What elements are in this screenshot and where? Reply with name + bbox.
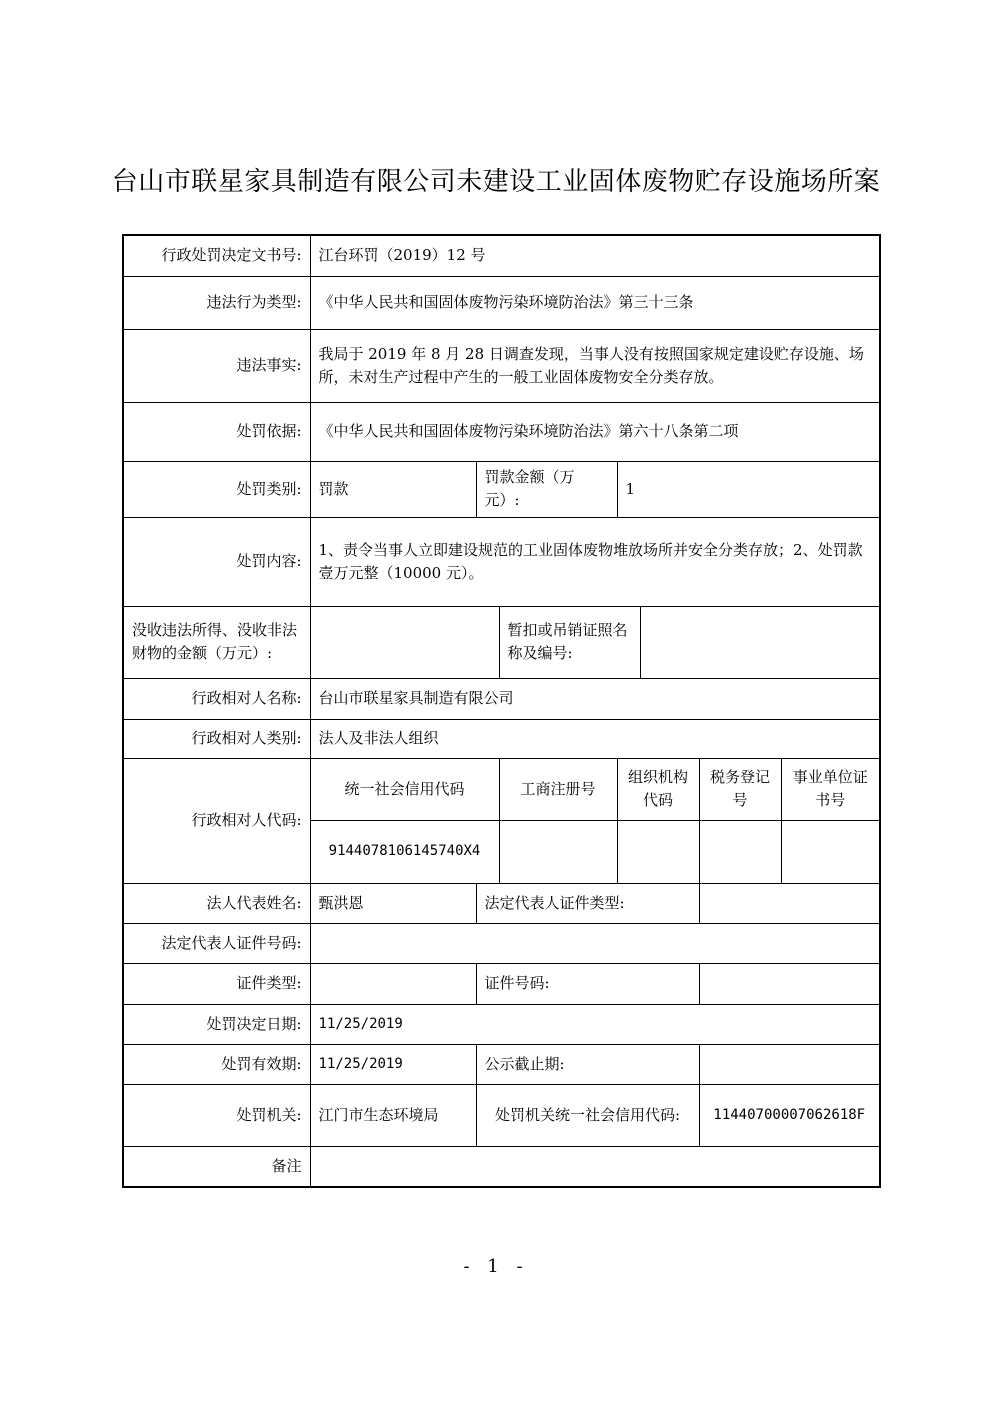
facts-value: 我局于 2019 年 8 月 28 日调查发现，当事人没有按照国家规定建设贮存设施、场所，未对生产过程中产生的一般工业固体废物安全分类存放。 [310, 329, 880, 402]
row-party-name [123, 678, 880, 719]
valid-date-label: 处罚有效期: [123, 1044, 310, 1084]
legal-rep-id-type-label: 法定代表人证件类型: [476, 883, 699, 923]
code-header-tax: 税务登记号 [699, 758, 781, 820]
authority-value: 江门市生态环境局 [310, 1084, 476, 1146]
row-basis [123, 402, 880, 461]
code-value-tax [699, 820, 781, 883]
legal-rep-id-label: 法定代表人证件号码: [123, 923, 310, 963]
code-header-organization: 组织机构代码 [617, 758, 699, 820]
row-authority [123, 1084, 880, 1146]
confiscation-value [310, 606, 499, 678]
doc-no-value: 江台环罚（2019）12 号 [310, 235, 880, 276]
row-cert [123, 963, 880, 1004]
deadline-label: 公示截止期: [476, 1044, 699, 1084]
violation-type-label: 违法行为类型: [123, 276, 310, 329]
party-code-label: 行政相对人代码: [123, 758, 310, 883]
penalty-amount-label: 罚款金额（万元）: [476, 461, 617, 517]
authority-code-value: 11440700007062618F [699, 1084, 880, 1146]
cert-no-value [699, 963, 880, 1004]
decision-date-value: 11/25/2019 [310, 1004, 880, 1044]
cert-no-label: 证件号码: [476, 963, 699, 1004]
legal-rep-id-type-value [699, 883, 880, 923]
row-valid-date [123, 1044, 880, 1084]
document-title: 台山市联星家具制造有限公司未建设工业固体废物贮存设施场所案 [111, 167, 881, 197]
penalty-type-label: 处罚类别: [123, 461, 310, 517]
content-value: 1、责令当事人立即建设规范的工业固体废物堆放场所并安全分类存放；2、处罚款壹万元整（10000 元）。 [310, 517, 880, 606]
code-header-registration: 工商注册号 [499, 758, 617, 820]
code-value-institution [781, 820, 880, 883]
basis-label: 处罚依据: [123, 402, 310, 461]
license-value [640, 606, 880, 678]
row-legal-rep-id [123, 923, 880, 963]
code-value-credit: 9144078106145740X4 [310, 820, 499, 883]
cert-type-value [310, 963, 476, 1004]
row-remark [123, 1146, 880, 1187]
legal-rep-label: 法人代表姓名: [123, 883, 310, 923]
confiscation-label: 没收违法所得、没收非法财物的金额（万元）: [123, 606, 310, 678]
license-label: 暂扣或吊销证照名称及编号: [499, 606, 640, 678]
deadline-value [699, 1044, 880, 1084]
remark-label: 备注 [123, 1146, 310, 1187]
doc-no-label: 行政处罚决定文书号: [123, 235, 310, 276]
row-facts [123, 329, 880, 402]
basis-value: 《中华人民共和国固体废物污染环境防治法》第六十八条第二项 [310, 402, 880, 461]
row-decision-date [123, 1004, 880, 1044]
penalty-table [122, 234, 881, 1188]
party-type-value: 法人及非法人组织 [310, 719, 880, 758]
legal-rep-value: 甄洪恩 [310, 883, 476, 923]
row-party-code-headers [123, 758, 880, 820]
page-number: - 1 - [463, 1256, 529, 1277]
authority-label: 处罚机关: [123, 1084, 310, 1146]
row-legal-rep [123, 883, 880, 923]
row-doc-no [123, 235, 880, 276]
code-header-credit: 统一社会信用代码 [310, 758, 499, 820]
cert-type-label: 证件类型: [123, 963, 310, 1004]
row-penalty-type [123, 461, 880, 517]
party-name-label: 行政相对人名称: [123, 678, 310, 719]
row-party-type [123, 719, 880, 758]
row-content [123, 517, 880, 606]
remark-value [310, 1146, 880, 1187]
decision-date-label: 处罚决定日期: [123, 1004, 310, 1044]
party-type-label: 行政相对人类别: [123, 719, 310, 758]
authority-code-label: 处罚机关统一社会信用代码: [476, 1084, 699, 1146]
facts-label: 违法事实: [123, 329, 310, 402]
code-header-institution: 事业单位证书号 [781, 758, 880, 820]
party-name-value: 台山市联星家具制造有限公司 [310, 678, 880, 719]
row-violation-type [123, 276, 880, 329]
code-value-organization [617, 820, 699, 883]
penalty-amount-value: 1 [617, 461, 880, 517]
code-value-registration [499, 820, 617, 883]
violation-type-value: 《中华人民共和国固体废物污染环境防治法》第三十三条 [310, 276, 880, 329]
penalty-type-value: 罚款 [310, 461, 476, 517]
row-confiscation [123, 606, 880, 678]
valid-date-value: 11/25/2019 [310, 1044, 476, 1084]
legal-rep-id-value [310, 923, 880, 963]
content-label: 处罚内容: [123, 517, 310, 606]
